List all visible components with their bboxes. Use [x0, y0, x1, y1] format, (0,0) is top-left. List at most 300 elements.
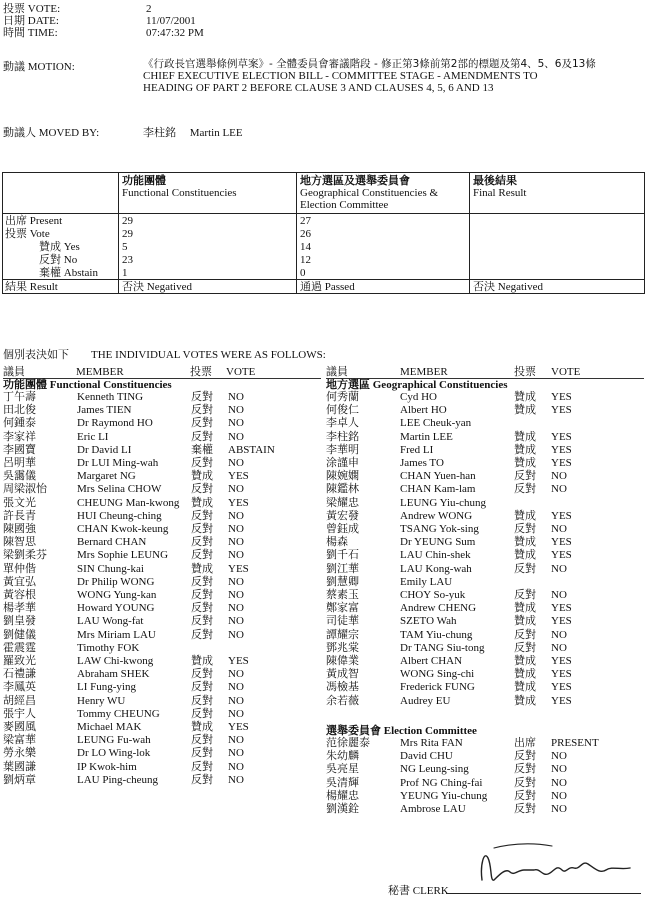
vote-row	[3, 536, 321, 549]
gc-member-en: Audrey EU	[400, 694, 451, 707]
vote-row	[3, 497, 321, 510]
gc-vote-zh: 贊成	[514, 694, 536, 707]
gc-member-zh: 楊森	[326, 536, 348, 549]
fc-member-zh: 田北俊	[3, 404, 36, 417]
head-member-zh: 議員	[3, 366, 25, 378]
fc-member-en: Dr LUI Ming-wah	[77, 457, 159, 469]
vote-row	[326, 602, 644, 615]
fc-vote-en: ABSTAIN	[228, 443, 275, 456]
fc-member-zh: 呂明華	[3, 457, 36, 469]
fc-vote-en: NO	[228, 747, 244, 760]
vote-row	[326, 790, 644, 803]
fc-vote-en: NO	[228, 773, 244, 786]
fc-member-en: Dr David LI	[77, 443, 132, 456]
vote-row	[326, 523, 644, 536]
row-label-present: 出席 Present	[5, 215, 63, 227]
vote-row	[3, 589, 321, 602]
individual-votes-title: 個別表決如下 THE INDIVIDUAL VOTES WERE AS FOLLOWS:	[3, 349, 326, 361]
gc-present: 27	[300, 215, 311, 227]
gc-member-zh: 司徒華	[326, 615, 359, 628]
ec-member-en: Mrs Rita FAN	[400, 737, 463, 749]
gc-vote-en: YES	[551, 430, 572, 443]
fc-member-en: LEUNG Fu-wah	[77, 734, 151, 747]
vote-row	[3, 708, 321, 721]
fc-vote-zh: 反對	[191, 417, 213, 430]
gc-vote-en: NO	[551, 562, 567, 575]
fc-vote-zh: 反對	[191, 734, 213, 747]
fc-vote-zh: 反對	[191, 681, 213, 694]
fc-member-zh: 李國寶	[3, 443, 36, 456]
fc-member-en: Kenneth TING	[77, 391, 144, 403]
vote-row	[3, 681, 321, 694]
ec-vote-en: NO	[551, 763, 567, 776]
fc-member-en: Mrs Sophie LEUNG	[77, 549, 169, 562]
ec-member-zh: 范徐麗泰	[326, 737, 370, 749]
fc-member-en: Dr Philip WONG	[77, 575, 155, 588]
fc-vote-en: NO	[228, 404, 244, 417]
fc-vote-zh: 贊成	[191, 496, 213, 509]
vote-row	[3, 563, 321, 576]
table-divider	[118, 173, 119, 293]
ec-vote-zh: 出席	[514, 737, 536, 749]
fc-vote-zh: 反對	[191, 536, 213, 549]
gc-vote-en: YES	[551, 509, 572, 522]
fc-vote-zh: 反對	[191, 575, 213, 588]
fc-vote-en: NO	[228, 457, 244, 469]
ec-member-zh: 吳亮星	[326, 763, 359, 776]
gc-member-en: LEUNG Yiu-chung	[400, 496, 487, 509]
gc-vote-zh: 贊成	[514, 615, 536, 628]
fc-vote-en: NO	[228, 760, 244, 773]
gc-vote-en: YES	[551, 615, 572, 628]
gc-vote: 26	[300, 228, 311, 240]
gc-vote-en: NO	[551, 483, 567, 496]
gc-vote-zh: 贊成	[514, 404, 536, 417]
vote-row	[326, 589, 644, 602]
fc-vote-zh: 反對	[191, 391, 213, 403]
gc-member-zh: 劉慧卿	[326, 575, 359, 588]
ec-member-en: NG Leung-sing	[400, 763, 469, 776]
motion-text-en: CHIEF EXECUTIVE ELECTION BILL - COMMITTEE STAGE - AMENDMENTS TO HEADING OF PART 2 BEFORE CLAUSE 3 AND CLAUSES 4, 5, 6 AND 13	[143, 70, 538, 94]
fc-member-en: Dr Raymond HO	[77, 417, 153, 430]
fc-member-en: SIN Chung-kai	[77, 562, 144, 575]
head-vote-en: VOTE	[226, 366, 256, 378]
fc-member-en: Mrs Selina CHOW	[77, 483, 162, 496]
gc-vote-en: YES	[551, 655, 572, 667]
row-label-vote: 投票 Vote	[5, 228, 50, 240]
table-divider	[296, 173, 297, 293]
gc-result: 通過 Passed	[300, 281, 355, 293]
gc-member-zh: 劉江華	[326, 562, 359, 575]
vote-row	[3, 747, 321, 760]
gc-member-en: CHAN Yuen-han	[400, 470, 476, 483]
vote-row	[326, 615, 644, 628]
fc-member-zh: 黃宜弘	[3, 575, 36, 588]
vote-row	[326, 777, 644, 790]
vote-row	[3, 391, 321, 404]
gc-no: 12	[300, 254, 311, 266]
fc-vote-zh: 反對	[191, 760, 213, 773]
ec-member-en: YEUNG Yiu-chung	[400, 789, 488, 802]
gc-vote-zh: 贊成	[514, 602, 536, 615]
fc-abstain: 1	[122, 267, 128, 279]
fc-member-zh: 楊孝華	[3, 602, 36, 615]
vote-row	[326, 417, 644, 430]
fc-vote-zh: 贊成	[191, 655, 213, 667]
gc-vote-zh: 贊成	[514, 443, 536, 456]
gc-vote-zh: 反對	[514, 589, 536, 601]
gc-vote-zh: 反對	[514, 483, 536, 496]
gc-member-zh: 陳婉嫻	[326, 470, 359, 483]
ec-vote-zh: 反對	[514, 776, 536, 789]
vote-row	[3, 668, 321, 681]
fc-vote-zh: 反對	[191, 602, 213, 615]
final-result: 否決 Negatived	[473, 281, 543, 293]
vote-row	[3, 523, 321, 536]
fc-member-zh: 勞永樂	[3, 747, 36, 760]
vote-row	[326, 629, 644, 642]
gc-member-zh: 何秀蘭	[326, 391, 359, 403]
gc-vote-zh: 贊成	[514, 668, 536, 681]
gc-member-en: Martin LEE	[400, 430, 453, 443]
gc-member-en: Andrew CHENG	[400, 602, 477, 615]
gc-section-title: 地方選區 Geographical Constituencies	[326, 379, 508, 391]
fc-vote-en: NO	[228, 549, 244, 562]
vote-row	[326, 803, 644, 816]
vote-label: 投票 VOTE:	[3, 3, 61, 15]
fc-vote-en: NO	[228, 628, 244, 641]
vote-row	[3, 510, 321, 523]
gc-vote-en: YES	[551, 694, 572, 707]
vote-row	[326, 750, 644, 763]
vote-row	[3, 549, 321, 562]
ec-vote-zh: 反對	[514, 763, 536, 776]
fc-member-en: Howard YOUNG	[77, 602, 155, 615]
ec-vote-en: NO	[551, 750, 567, 763]
fc-member-en: CHAN Kwok-keung	[77, 523, 169, 535]
vote-row	[3, 576, 321, 589]
vote-row	[3, 655, 321, 668]
gc-vote-zh: 反對	[514, 641, 536, 654]
fc-member-zh: 李家祥	[3, 430, 36, 443]
fc-member-zh: 劉炳章	[3, 773, 36, 786]
fc-member-en: CHEUNG Man-kwong	[77, 496, 180, 509]
row-label-yes: 贊成 Yes	[39, 241, 80, 253]
vote-row	[3, 774, 321, 787]
fc-vote-en: NO	[228, 523, 244, 535]
motion-text-zh: 《行政長官選舉條例草案》- 全體委員會審議階段 - 修正第3條前第2部的標題及第4、5、6及13條	[143, 58, 596, 70]
fc-member-zh: 丁午壽	[3, 391, 36, 403]
fc-vote-en: NO	[228, 589, 244, 601]
date-value: 11/07/2001	[146, 15, 196, 27]
fc-vote-zh: 反對	[191, 483, 213, 496]
moved-by-label: 動議人 MOVED BY:	[3, 127, 100, 139]
fc-vote-en: NO	[228, 602, 244, 615]
fc-vote-en: NO	[228, 536, 244, 549]
fc-member-en: Michael MAK	[77, 721, 142, 733]
col-head-final	[473, 175, 526, 199]
gc-vote-en: YES	[551, 443, 572, 456]
gc-member-en: LAU Chin-shek	[400, 549, 471, 562]
fc-vote-zh: 反對	[191, 549, 213, 562]
gc-member-en: WONG Sing-chi	[400, 668, 475, 681]
gc-member-zh: 李華明	[326, 443, 359, 456]
gc-member-en: CHOY So-yuk	[400, 589, 466, 601]
fc-member-zh: 葉國謙	[3, 760, 36, 773]
fc-vote-en: YES	[228, 655, 249, 667]
date-label: 日期 DATE:	[3, 15, 59, 27]
gc-member-zh: 何俊仁	[326, 404, 359, 417]
gc-vote-en: YES	[551, 457, 572, 469]
motion-text	[143, 58, 643, 94]
fc-member-en: Bernard CHAN	[77, 536, 147, 549]
gc-vote-zh: 反對	[514, 523, 536, 535]
summary-table	[2, 172, 645, 294]
vote-row	[326, 549, 644, 562]
moved-by-value: 李柱銘 Martin LEE	[143, 127, 243, 139]
vote-row	[3, 721, 321, 734]
fc-member-zh: 何鍾泰	[3, 417, 36, 430]
fc-member-zh: 張文光	[3, 496, 36, 509]
fc-member-en: WONG Yung-kan	[77, 589, 157, 601]
fc-member-en: Timothy FOK	[77, 641, 140, 654]
date-row	[3, 15, 196, 27]
fc-vote-zh: 反對	[191, 707, 213, 720]
gc-member-en: Andrew WONG	[400, 509, 473, 522]
ec-vote-en: PRESENT	[551, 737, 599, 749]
handwritten-signature-icon	[470, 830, 640, 890]
gc-member-zh: 譚耀宗	[326, 628, 359, 641]
vote-row	[3, 417, 321, 430]
fc-vote-en: NO	[228, 707, 244, 720]
ec-member-zh: 楊耀忠	[326, 789, 359, 802]
fc-member-en: LAU Wong-fat	[77, 615, 144, 628]
ec-vote-en: NO	[551, 776, 567, 789]
gc-member-en: Fred LI	[400, 443, 434, 456]
gc-vote-zh: 贊成	[514, 655, 536, 667]
vote-value: 2	[146, 3, 152, 15]
vote-row	[326, 655, 644, 668]
vote-row	[326, 536, 644, 549]
fc-member-zh: 陳智思	[3, 536, 36, 549]
vote-row	[3, 734, 321, 747]
head-vote-zh: 投票	[514, 366, 536, 378]
ec-vote-zh: 反對	[514, 803, 536, 815]
gc-vote-zh: 反對	[514, 470, 536, 483]
gc-member-zh: 梁耀忠	[326, 496, 359, 509]
vote-row	[326, 681, 644, 694]
fc-vote-zh: 反對	[191, 523, 213, 535]
fc-member-zh: 劉健儀	[3, 628, 36, 641]
gc-member-en: Emily LAU	[400, 575, 453, 588]
fc-member-en: Mrs Miriam LAU	[77, 628, 156, 641]
fc-member-zh: 許長青	[3, 509, 36, 522]
gc-member-zh: 黃宏發	[326, 509, 359, 522]
fc-member-zh: 劉皇發	[3, 615, 36, 628]
fc-vote-en: NO	[228, 681, 244, 694]
vote-row	[326, 563, 644, 576]
ec-vote-en: NO	[551, 803, 567, 815]
fc-vote-zh: 贊成	[191, 721, 213, 733]
head-member-en: MEMBER	[76, 366, 124, 378]
gc-member-en: Dr TANG Siu-tong	[400, 641, 485, 654]
gc-vote-en: YES	[551, 391, 572, 403]
fc-vote-en: YES	[228, 721, 249, 733]
time-value: 07:47:32 PM	[146, 27, 204, 39]
vote-row	[326, 763, 644, 776]
fc-vote-en: NO	[228, 483, 244, 496]
gc-member-zh: 鄭家富	[326, 602, 359, 615]
vote-row	[326, 668, 644, 681]
col-head-final-en: Final Result	[473, 187, 527, 199]
gc-member-en: Frederick FUNG	[400, 681, 475, 694]
vote-row	[326, 404, 644, 417]
fc-vote-zh: 反對	[191, 773, 213, 786]
gc-member-en: TSANG Yok-sing	[400, 523, 479, 535]
fc-member-zh: 梁富華	[3, 734, 36, 747]
gc-vote-zh: 贊成	[514, 457, 536, 469]
col-head-geographical	[300, 175, 468, 211]
gc-abstain: 0	[300, 267, 306, 279]
head-member-en: MEMBER	[400, 366, 448, 378]
ec-member-zh: 吳清輝	[326, 776, 359, 789]
fc-vote-zh: 反對	[191, 615, 213, 628]
fc-vote-zh: 棄權	[191, 443, 213, 456]
fc-vote-zh: 反對	[191, 404, 213, 417]
fc-member-en: Margaret NG	[77, 470, 136, 483]
fc-vote-en: NO	[228, 668, 244, 681]
fc-member-zh: 麥國風	[3, 721, 36, 733]
gc-vote-zh: 反對	[514, 562, 536, 575]
gc-member-zh: 黃成智	[326, 668, 359, 681]
col-head-geographical-zh: 地方選區及選舉委員會	[300, 175, 410, 187]
col-head-geographical-en: Geographical Constituencies & Election Committee	[300, 187, 439, 211]
col-head-final-zh: 最後結果	[473, 175, 517, 187]
fc-member-en: James TIEN	[77, 404, 132, 417]
gc-member-zh: 陳偉業	[326, 655, 359, 667]
vote-row	[326, 431, 644, 444]
gc-vote-en: YES	[551, 549, 572, 562]
fc-vote-zh: 反對	[191, 694, 213, 707]
gc-vote-en: YES	[551, 602, 572, 615]
clerk-label: 秘書 CLERK	[388, 885, 449, 897]
fc-member-zh: 張宇人	[3, 707, 36, 720]
fc-vote-en: NO	[228, 615, 244, 628]
row-label-no: 反對 No	[39, 254, 78, 266]
vote-row	[326, 470, 644, 483]
gc-member-zh: 鄧兆棠	[326, 641, 359, 654]
gc-vote-en: NO	[551, 641, 567, 654]
fc-vote-zh: 贊成	[191, 562, 213, 575]
row-label-result: 結果 Result	[5, 281, 58, 293]
time-label: 時間 TIME:	[3, 27, 58, 39]
vote-row	[3, 483, 321, 496]
fc-member-zh: 胡經昌	[3, 694, 36, 707]
fc-member-en: LI Fung-ying	[77, 681, 136, 694]
gc-member-en: Albert HO	[400, 404, 447, 417]
ec-member-zh: 劉漢銓	[326, 803, 359, 815]
fc-present: 29	[122, 215, 133, 227]
head-vote-zh: 投票	[190, 366, 212, 378]
fc-vote-en: YES	[228, 496, 249, 509]
gc-vote-en: NO	[551, 589, 567, 601]
fc-vote-zh: 反對	[191, 509, 213, 522]
fc-member-en: LAW Chi-kwong	[77, 655, 154, 667]
gc-member-en: TAM Yiu-chung	[400, 628, 473, 641]
gc-vote-zh: 贊成	[514, 509, 536, 522]
vote-row	[326, 576, 644, 589]
vote-row	[3, 642, 321, 655]
vote-row	[3, 695, 321, 708]
vote-row	[3, 629, 321, 642]
vote-row	[3, 444, 321, 457]
fc-member-en: Henry WU	[77, 694, 126, 707]
gc-member-en: Albert CHAN	[400, 655, 463, 667]
vote-row	[3, 761, 321, 774]
vote-row	[3, 404, 321, 417]
gc-member-en: Dr YEUNG Sum	[400, 536, 476, 549]
table-divider	[3, 213, 644, 214]
fc-member-zh: 吳靄儀	[3, 470, 36, 483]
fc-vote-en: NO	[228, 575, 244, 588]
vote-row	[3, 602, 321, 615]
vote-row	[326, 391, 644, 404]
fc-member-en: Abraham SHEK	[77, 668, 150, 681]
ec-member-zh: 朱幼麟	[326, 750, 359, 763]
gc-member-en: James TO	[400, 457, 444, 469]
col-head-functional-zh: 功能團體	[122, 175, 166, 187]
ec-vote-zh: 反對	[514, 750, 536, 763]
vote-row	[326, 483, 644, 496]
vote-row	[3, 457, 321, 470]
col-head-functional-en: Functional Constituencies	[122, 187, 237, 199]
gc-member-zh: 馮檢基	[326, 681, 359, 694]
gc-member-zh: 劉千石	[326, 549, 359, 562]
col-head-functional	[122, 175, 237, 199]
fc-member-zh: 周梁淑怡	[3, 483, 47, 496]
table-divider	[469, 173, 470, 293]
fc-vote-zh: 反對	[191, 668, 213, 681]
gc-member-en: LEE Cheuk-yan	[400, 417, 472, 430]
gc-member-zh: 曾鈺成	[326, 523, 359, 535]
fc-vote-en: NO	[228, 391, 244, 403]
gc-vote-zh: 反對	[514, 628, 536, 641]
fc-member-zh: 梁劉柔芬	[3, 549, 47, 562]
vote-row	[3, 615, 321, 628]
gc-vote-zh: 贊成	[514, 681, 536, 694]
fc-result: 否決 Negatived	[122, 281, 192, 293]
ec-member-en: Prof NG Ching-fai	[400, 776, 483, 789]
fc-member-zh: 李鳳英	[3, 681, 36, 694]
gc-vote-en: NO	[551, 523, 567, 535]
fc-vote-zh: 反對	[191, 589, 213, 601]
ec-section-title: 選舉委員會 Election Committee	[326, 725, 477, 737]
fc-member-en: IP Kwok-him	[77, 760, 137, 773]
vote-row	[326, 510, 644, 523]
fc-vote-en: NO	[228, 734, 244, 747]
gc-vote-en: YES	[551, 681, 572, 694]
fc-vote-en: NO	[228, 694, 244, 707]
fc-vote-zh: 反對	[191, 457, 213, 469]
fc-member-en: Dr LO Wing-lok	[77, 747, 151, 760]
fc-vote: 29	[122, 228, 133, 240]
fc-vote-zh: 贊成	[191, 470, 213, 483]
fc-member-zh: 石禮謙	[3, 668, 36, 681]
ec-vote-zh: 反對	[514, 789, 536, 802]
gc-vote-en: YES	[551, 536, 572, 549]
fc-member-en: Eric LI	[77, 430, 109, 443]
vote-row	[326, 497, 644, 510]
